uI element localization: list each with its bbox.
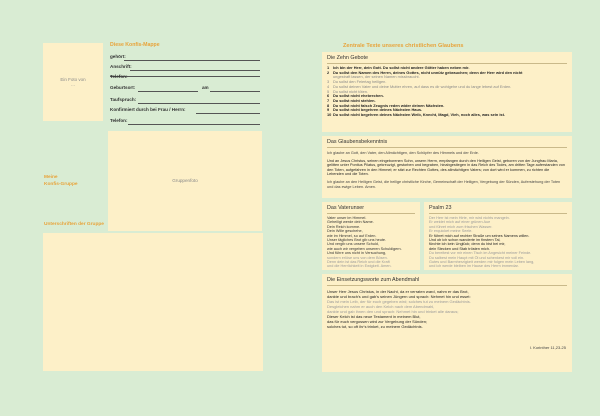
commandment-text: Du sollst nicht stehlen. xyxy=(333,98,376,103)
communion-line: das für euch vergossen wird zur Vergebung der Sünden; xyxy=(327,319,428,324)
communion-line: Desgleichen nahm er auch den Kelch nach dem Abendmahl, xyxy=(327,304,435,309)
commandment-number: 4 xyxy=(327,84,330,89)
psalm-line: Du bereitest vor mir einen Tisch im Angesicht meiner Feinde. xyxy=(429,251,532,256)
group-label xyxy=(44,174,78,188)
psalm-text xyxy=(429,216,567,269)
field-line-anschrift xyxy=(130,70,260,71)
lords-prayer-line: Dein Reich komme. xyxy=(327,224,361,229)
group-label-line-1: Meine xyxy=(44,175,58,180)
commandment-number: 7 xyxy=(327,98,330,103)
psalm-line: Der Herr ist mein Hirte, mir wird nichts mangeln. xyxy=(429,216,510,220)
commandment-number: 2 xyxy=(327,70,330,75)
commandment-text: Du sollst nicht falsch Zeugnis reden wider deinen Nächsten. xyxy=(333,103,445,108)
right-title: Zentrale Texte unseres christlichen Glaubens xyxy=(343,43,464,49)
lords-prayer-heading: Das Vaterunser xyxy=(327,205,365,211)
lords-prayer-line: Und führe uns nicht in Versuchung, xyxy=(327,251,387,256)
psalm-line: und ich werde bleiben im Hause des Herrn immerdar. xyxy=(429,264,519,269)
lords-prayer-text xyxy=(327,216,415,269)
commandment-number: 10 xyxy=(327,113,332,118)
lords-prayer-line: Dein Wille geschehe, xyxy=(327,229,363,234)
field-label-telefon-2: Telefon: xyxy=(110,118,128,123)
group-photo-box xyxy=(108,131,262,231)
commandment-text: Du sollst nicht ehebrechen. xyxy=(333,94,384,99)
psalm-line: Er führet mich auf rechter Straße um seines Namens willen. xyxy=(429,233,530,238)
group-label-line-2: Konfis-Gruppe xyxy=(44,182,78,187)
commandment-text: Du sollst den Feiertag heiligen. xyxy=(333,80,387,85)
commandment-text: Du sollst nicht begehren deines Nächsten Weib, Knecht, Magd, Vieh, noch alles, was sein ist. xyxy=(333,113,505,118)
communion-line: dankte und brach's und gab's seinen Jüngern und sprach: Nehmet hin und esset: xyxy=(327,294,471,299)
communion-line: dankte und gab ihnen den und sprach: Nehmet hin und trinket alle daraus; xyxy=(327,309,459,314)
commandment-text: Du sollst den Namen des Herrn, deines Gottes, nicht unnütz gebrauchen; denn der Herr wird den nicht xyxy=(333,70,523,75)
signatures-label: Unterschriften der Gruppe xyxy=(44,222,104,227)
field-line-konfirmiert xyxy=(196,113,260,114)
mappe-title: Diese Konfis-Mappe xyxy=(110,42,160,48)
commandments-heading: Die Zehn Gebote xyxy=(327,55,369,61)
field-label-am: am xyxy=(202,85,209,90)
field-label-gehoert: gehört: xyxy=(110,54,126,59)
commandment-number: 6 xyxy=(327,94,330,99)
psalm-line: Und ob ich schon wanderte im finstern Tal, xyxy=(429,238,501,243)
psalm-line: dein Stecken und Stab trösten mich. xyxy=(429,246,490,251)
lords-prayer-box xyxy=(322,202,420,270)
photo-caption: Ein Foto von xyxy=(60,77,86,82)
field-line-anschrift-2 xyxy=(110,76,260,77)
lords-prayer-line: und die Herrlichkeit in Ewigkeit. Amen. xyxy=(327,264,392,269)
communion-heading: Die Einsetzungsworte zum Abendmahl xyxy=(327,277,420,283)
commandment-text: Ich bin der Herr, dein Gott. Du sollst nicht andere Götter haben neben mir. xyxy=(333,66,470,70)
communion-box xyxy=(322,274,572,372)
lords-prayer-line: Denn dein ist das Reich und die Kraft xyxy=(327,260,390,265)
communion-divider xyxy=(327,285,567,286)
commandment-number: 9 xyxy=(327,108,330,113)
communion-line: Dieser Kelch ist das neue Testament in meinem Blut, xyxy=(327,314,421,319)
commandments-box xyxy=(322,52,572,132)
psalm-heading: Psalm 23 xyxy=(429,205,452,211)
field-label-anschrift: Anschrift: xyxy=(110,64,132,69)
photo-caption-dots: ... xyxy=(71,82,75,87)
communion-line: Unser Herr Jesus Christus, in der Nacht, da er verraten ward, nahm er das Brot, xyxy=(327,289,469,294)
creed-paragraph-3: Ich glaube an den Heiligen Geist, die heilige christliche Kirche, Gemeinschaft der Heiligen, Vergebung der Sünden, Auferstehung der Toten und das ewige Leben. Amen. xyxy=(327,179,561,189)
communion-line: solches tut, so oft ihr's trinket, zu meinem Gedächtnis. xyxy=(327,324,423,329)
commandment-text: Du sollst deinen Vater und deine Mutter ehren, auf dass es dir wohlgehe und du lange lebest auf Erden. xyxy=(333,84,512,89)
communion-reference: I. Korinther 11,23-25 xyxy=(529,345,566,350)
group-photo-caption: Gruppenfoto xyxy=(172,178,198,183)
commandment-text: ungestraft lassen, der seinen Namen missbraucht. xyxy=(333,75,420,80)
lords-prayer-line: wie auch wir vergeben unseren Schuldigern. xyxy=(327,246,402,251)
psalm-line: Gutes und Barmherzigkeit werden mir folgen mein Leben lang, xyxy=(429,260,535,265)
commandment-number: 3 xyxy=(327,80,330,85)
lords-prayer-divider xyxy=(327,213,415,214)
commandment-number: 1 xyxy=(327,66,330,70)
commandment-number: 5 xyxy=(327,89,330,94)
lords-prayer-line: Und vergib uns unsere Schuld, xyxy=(327,242,379,247)
creed-paragraph-1: Ich glaube an Gott, den Vater, den Allmächtigen, den Schöpfer des Himmels und der Erde. xyxy=(327,151,479,155)
field-line-geburtsort xyxy=(138,91,198,92)
psalm-divider xyxy=(429,213,567,214)
field-line-taufspruch xyxy=(138,103,260,104)
communion-text xyxy=(327,289,567,329)
psalm-box xyxy=(424,202,572,270)
psalm-line: Er weidet mich auf einer grünen Aue xyxy=(429,220,491,225)
field-label-geburtsort: Geburtsort: xyxy=(110,85,136,90)
signatures-box[interactable] xyxy=(43,233,263,371)
field-label-telefon-1: Telefon: xyxy=(110,74,128,79)
psalm-line: Du salbest mein Haupt mit Öl und schenkest mir voll ein. xyxy=(429,255,525,260)
communion-line: Das ist mein Leib, der für euch gegeben wird; solches tut zu meinem Gedächtnis. xyxy=(327,299,471,304)
lords-prayer-line: Geheiligt werde dein Name. xyxy=(327,220,374,225)
commandment-text: Du sollst nicht töten. xyxy=(333,89,369,94)
psalm-line: und führet mich zum frischen Wasser. xyxy=(429,224,493,229)
psalm-line: fürchte ich kein Unglück; denn du bist bei mir, xyxy=(429,242,506,247)
commandments-divider xyxy=(327,63,567,64)
commandments-list xyxy=(327,66,567,118)
field-line-gehoert xyxy=(124,60,260,61)
lords-prayer-line: sondern erlöse uns von dem Bösen. xyxy=(327,255,388,260)
field-line-telefon-2 xyxy=(128,124,260,125)
lords-prayer-line: Vater unser im Himmel. xyxy=(327,216,367,220)
field-label-konfirmiert: Konfirmiert durch bei Frau / Herrn: xyxy=(110,107,186,112)
field-label-taufspruch: Taufspruch: xyxy=(110,97,137,102)
creed-paragraph-2: Und an Jesus Christus, seinen eingeborenen Sohn, unsern Herrn, empfangen durch den Heiligen Geist, geboren von der Jungfrau Maria, gelitten unter Pontius Pilatus, gekreuzigt, gestorben und begraben, hinabgestiegen in das Reich des Todes, am dritten Tage auferstanden von den Toten, aufgefahren in den Himmel; er sitzt zur Rechten Gottes, des allmächtigen Vaters; von dort wird er kommen, zu richten die Lebenden und die Toten. xyxy=(327,158,565,177)
psalm-line: Er erquicket meine Seele. xyxy=(429,229,473,234)
creed-box xyxy=(322,136,572,198)
creed-divider xyxy=(327,147,567,148)
commandment-item xyxy=(327,113,567,118)
commandment-number: 8 xyxy=(327,103,330,108)
creed-heading: Das Glaubensbekenntnis xyxy=(327,139,388,145)
commandment-text: Du sollst nicht begehren deines Nächsten Haus. xyxy=(333,108,423,113)
lords-prayer-line: wie im Himmel, so auf Erden. xyxy=(327,233,377,238)
field-line-am xyxy=(210,91,260,92)
lords-prayer-line: Unser tägliches Brot gib uns heute. xyxy=(327,238,387,243)
photo-box xyxy=(43,43,103,121)
